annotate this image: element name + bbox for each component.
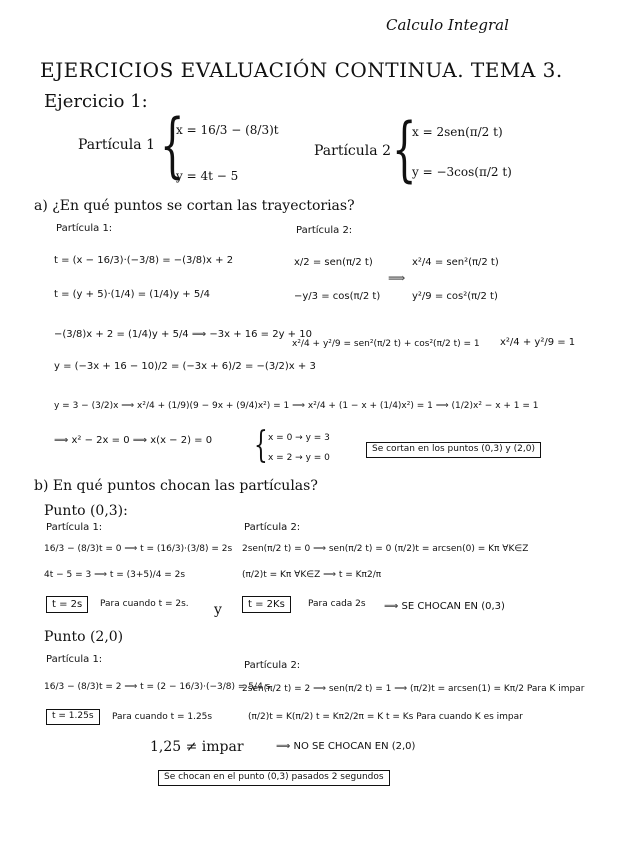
b-p2-line-1: 2sen(π/2 t) = 0 ⟹ sen(π/2 t) = 0 (π/2)t = arcsen(0) = Kπ ∀K∈Z [242, 544, 529, 554]
answer-a-box: Se cortan en los puntos (0,3) y (2,0) [366, 442, 541, 458]
worksheet-title: EJERCICIOS EVALUACIÓN CONTINUA. TEMA 3. [40, 58, 563, 82]
line-factor: ⟹ x² − 2x = 0 ⟹ x(x − 2) = 0 [54, 435, 213, 446]
line-sum-identity: x²/4 + y²/9 = sen²(π/2 t) + cos²(π/2 t) = 1 [292, 339, 480, 349]
exercise-heading: Ejercicio 1: [44, 91, 148, 112]
b2-p1-line-1: 16/3 − (8/3)t = 2 ⟹ t = (2 − 16/3)·(−3/8) = 5/4 s [44, 682, 271, 692]
part-a-particle-1-heading: Partícula 1: [56, 223, 113, 234]
note-t-2s: Para cuando t = 2s. [100, 599, 189, 609]
line-substitute: y = 3 − (3/2)x ⟹ x²/4 + (1/9)(9 − 9x + (9/4)x²) = 1 ⟹ x²/4 + (1 − x + (1/4)x²) = 1 ⟹ (1/2)x² − x + 1 = 1 [54, 401, 539, 411]
part-b-particle-1-heading: Partícula 1: [46, 522, 103, 533]
t-2s-box: t = 2s [46, 596, 88, 613]
t-1-25s-box: t = 1.25s [46, 709, 100, 725]
solution-1: x = 0 → y = 3 [268, 433, 330, 443]
part-b2-particle-2-heading: Partícula 2: [244, 660, 301, 671]
ellipse-equation: x²/4 + y²/9 = 1 [500, 337, 576, 348]
part-b-particle-2-heading: Partícula 2: [244, 522, 301, 533]
question-b: b) En qué puntos chocan las partículas? [34, 478, 318, 494]
particle-1-y: y = 4t − 5 [176, 169, 239, 183]
particle-2-label: Partícula 2 [314, 143, 391, 159]
point-0-3-heading: Punto (0,3): [44, 503, 128, 519]
line-equate-t: −(3/8)x + 2 = (1/4)y + 5/4 ⟹ −3x + 16 = 2y + 10 [54, 329, 312, 340]
b-p1-line-1: 16/3 − (8/3)t = 0 ⟹ t = (16/3)·(3/8) = 2s [44, 544, 233, 554]
course-name: Calculo Integral [386, 16, 509, 34]
solutions-brace: { [254, 425, 268, 466]
particle-2-x: x = 2sen(π/2 t) [412, 125, 503, 139]
question-a: a) ¿En qué puntos se cortan las trayectorias? [34, 198, 355, 214]
result-no-collide-2-0: ⟹ NO SE CHOCAN EN (2,0) [276, 741, 416, 752]
particle-2-brace: { [392, 108, 417, 190]
particle-1-x: x = 16/3 − (8/3)t [176, 123, 279, 137]
line-x-sen: x/2 = sen(π/2 t) [294, 257, 373, 268]
point-2-0-heading: Punto (2,0) [44, 629, 124, 645]
particle-1-brace: { [160, 104, 185, 186]
note-t-1-25s: Para cuando t = 1.25s [112, 712, 213, 722]
final-answer-box: Se chocan en el punto (0,3) pasados 2 segundos [158, 770, 390, 786]
not-odd-statement: 1,25 ≠ impar [150, 739, 244, 755]
line-t-from-x: t = (x − 16/3)·(−3/8) = −(3/8)x + 2 [54, 255, 234, 266]
solution-2: x = 2 → y = 0 [268, 453, 330, 463]
line-y-cos: −y/3 = cos(π/2 t) [294, 291, 381, 302]
line-t-from-y: t = (y + 5)·(1/4) = (1/4)y + 5/4 [54, 289, 210, 300]
note-every-2s: Para cada 2s [308, 599, 366, 609]
t-2ks-box: t = 2Ks [242, 596, 291, 613]
b2-p2-line-1: 2sen(π/2 t) = 2 ⟹ sen(π/2 t) = 1 ⟹ (π/2)t = arcsen(1) = Kπ/2 Para K impar [242, 684, 585, 694]
line-y-cos-squared: y²/9 = cos²(π/2 t) [412, 291, 498, 302]
implies-arrow: ⟹ [388, 271, 406, 285]
particle-1-label: Partícula 1 [78, 137, 155, 153]
result-collide-0-3: ⟹ SE CHOCAN EN (0,3) [384, 601, 505, 612]
and-word: y [214, 602, 222, 618]
particle-2-y: y = −3cos(π/2 t) [412, 165, 512, 179]
b2-p2-line-2: (π/2)t = K(π/2) t = Kπ2/2π = K t = Ks Para cuando K es impar [248, 712, 523, 722]
b-p1-line-2: 4t − 5 = 3 ⟹ t = (3+5)/4 = 2s [44, 570, 186, 580]
part-a-particle-2-heading: Partícula 2: [296, 225, 353, 236]
line-y-solve: y = (−3x + 16 − 10)/2 = (−3x + 6)/2 = −(3/2)x + 3 [54, 361, 316, 372]
line-x-sen-squared: x²/4 = sen²(π/2 t) [412, 257, 499, 268]
part-b2-particle-1-heading: Partícula 1: [46, 654, 103, 665]
b-p2-line-2: (π/2)t = Kπ ∀K∈Z ⟹ t = Kπ2/π [242, 570, 382, 580]
